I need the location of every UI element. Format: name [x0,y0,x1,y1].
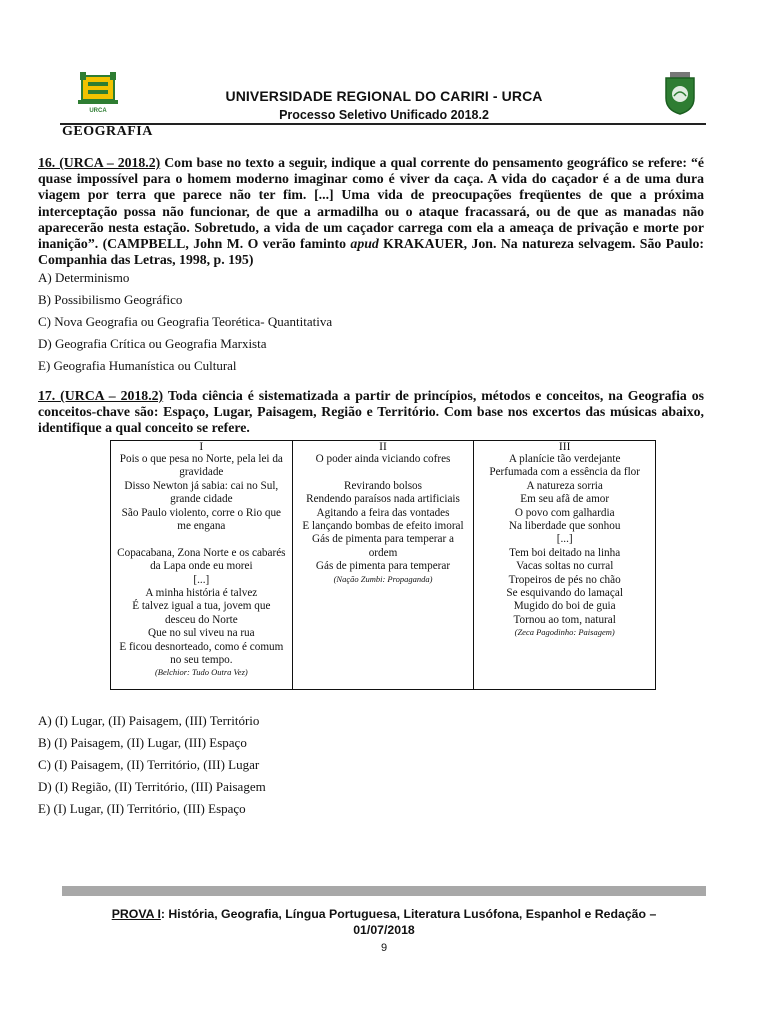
lyric-line: E lançando bombas de efeito imoral [302,520,464,533]
lyric-line: O povo com galhardia [514,506,615,519]
lyric-line: É talvez igual a tua, jovem que desceu do Norte [132,600,271,626]
q17-option-b[interactable]: B) (I) Paisagem, (II) Lugar, (III) Espaço [38,735,247,750]
lyrics-table [110,440,656,690]
lyric-line: Tem boi deitado na linha [509,546,621,559]
question-17-options [38,710,266,820]
lyric-line: Vacas soltas no curral [516,560,614,573]
lyric-line: [...] [193,573,210,586]
subject-heading: GEOGRAFIA [62,124,153,139]
lyric-line: Disso Newton já sabia: cai no Sul, grande cidade [124,479,279,506]
university-title: UNIVERSIDADE REGIONAL DO CARIRI - URCA [225,88,543,104]
header-rule [60,123,706,125]
svg-text:URCA: URCA [89,108,107,114]
lyric-line: Revirando bolsos [344,479,422,492]
question-16-text [38,155,704,268]
q16-option-a[interactable]: A) Determinismo [38,270,130,285]
lyric-line: Se esquivando do lamaçal [506,587,623,600]
q17-option-e[interactable]: E) (I) Lugar, (II) Território, (III) Espaço [38,801,246,816]
lyric-line: A planície tão verdejante [508,453,621,465]
lyrics-column-ii [293,441,475,689]
apud-term: apud [350,236,379,252]
q17-option-c[interactable]: C) (I) Paisagem, (II) Território, (III) Lugar [38,757,260,772]
lyric-line: Tropeiros de pés no chão [508,573,621,586]
question-17-body: Toda ciência é sistematizada a partir de princípios, métodos e conceitos, na Geografia os conceitos-chave são: Espaço, Lugar, Paisagem, Região e Território. Com base nos excertos das músicas abaixo, identifique a qual conceito se refere. [38,388,704,436]
lyric-line: Agitando a feira das vontades [316,506,450,519]
q17-option-a[interactable]: A) (I) Lugar, (II) Paisagem, (III) Território [38,713,260,728]
footer-exam-info [60,906,708,938]
lyric-line: Gás de pimenta para temperar a ordem [312,533,454,559]
lyric-line: Copacabana, Zona Norte e os cabarés da Lapa onde eu morei [117,546,286,573]
stanza-break [117,533,286,546]
question-17-number: 17. (URCA – 2018.2) [38,388,164,403]
process-title: Processo Seletivo Unificado 2018.2 [279,108,489,122]
page-number: 9 [380,942,388,954]
lyric-line: Em seu afã de amor [520,493,610,506]
column-header: I [199,441,204,453]
lyric-line: Na liberdade que sonhou [508,520,621,533]
column-header: III [558,441,571,453]
question-16-citation: KRAKAUER, Jon. Na natureza selvagem. São Paulo: Companhia das Letras, 1998, p. 195) [38,236,704,268]
q16-option-b[interactable]: B) Possibilismo Geográfico [38,292,183,307]
state-coat-of-arms [660,70,700,116]
lyric-line: [...] [556,533,573,546]
song-credit: (Belchior: Tudo Outra Vez) [154,667,248,678]
lyric-line: Perfumada com a essência da flor [489,466,640,479]
lyric-line: Que no sul viveu na rua [148,627,255,640]
footer-subjects: : História, Geografia, Língua Portuguesa, Literatura Lusófona, Espanhol e Redação – [160,907,657,921]
lyric-line: Mugido do boi de guia [513,600,616,613]
q17-option-d[interactable]: D) (I) Região, (II) Território, (III) Paisagem [38,779,266,794]
lyric-line: E ficou desnorteado, como é comum no seu tempo. [119,640,284,667]
lyric-line: O poder ainda viciando cofres [315,453,451,465]
song-credit: (Nação Zumbi: Propaganda) [333,573,433,584]
footer-bar [62,886,706,896]
lyric-line: Gás de pimenta para temperar [315,560,451,573]
q16-option-e[interactable]: E) Geografia Humanística ou Cultural [38,358,237,373]
question-16-number: 16. (URCA – 2018.2) [38,155,161,170]
song-credit: (Zeca Pagodinho: Paisagem) [514,627,615,638]
question-17-text [38,388,704,437]
lyrics-column-iii [474,441,655,689]
lyric-line: São Paulo violento, corre o Rio que me engana [121,506,282,533]
footer-prova-label: PROVA I [111,907,161,921]
lyric-line: A natureza sorria [526,479,603,492]
stanza-break [299,466,468,479]
lyric-line: Pois o que pesa no Norte, pela lei da gravidade [119,453,283,479]
lyric-line: Tornou ao tom, natural [513,613,616,626]
question-16-options [38,267,332,377]
lyric-line: Rendendo paraísos nada artificiais [306,493,460,506]
footer-date: 01/07/2018 [353,923,415,937]
question-16-body: Com base no texto a seguir, indique a qual corrente do pensamento geográfico se refere: “é quase impossível para o homem moderno imaginar como é viver da caça. A vida do caçador é a de uma dura viagem por terra que parece não ter fim. [...] Uma vida de preocupações freqüentes de que a próxima interceptação possa não funcionar, de que a armadilha ou o ataque fracassará, ou de que as manadas não aparecerão nesta estação. Sobretudo, a vida de um caçador carrega com ela a ameaça de privação e morte por inanição”. (CAMPBELL, John M. O verão faminto [38,155,705,252]
q16-option-d[interactable]: D) Geografia Crítica ou Geografia Marxista [38,336,267,351]
q16-option-c[interactable]: C) Nova Geografia ou Geografia Teorética- Quantitativa [38,314,333,329]
lyric-line: A minha história é talvez [145,587,258,600]
lyrics-column-i [111,441,293,689]
column-header: II [379,441,387,453]
